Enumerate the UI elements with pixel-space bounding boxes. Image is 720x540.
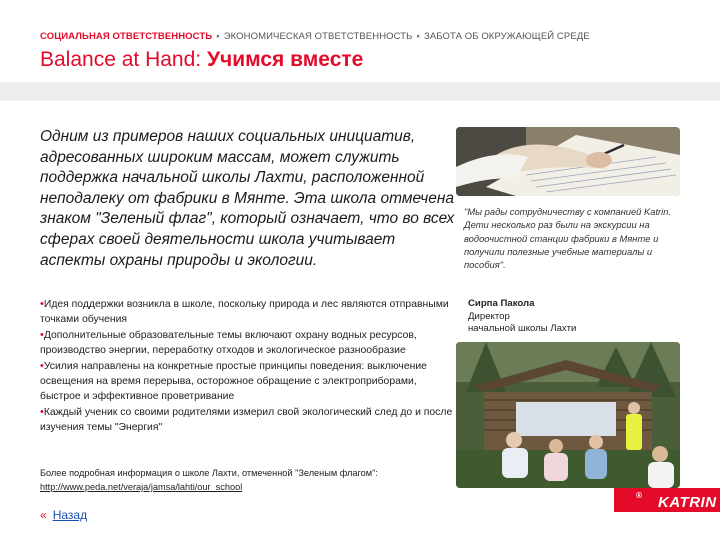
- more-info: [40, 466, 460, 494]
- nav-economic-responsibility[interactable]: ЭКОНОМИЧЕСКАЯ ОТВЕТСТВЕННОСТЬ: [223, 31, 413, 42]
- bullet-item: [40, 359, 460, 405]
- back-arrow-icon: «: [40, 508, 47, 522]
- bullet-item: [40, 405, 460, 436]
- top-navigation: [40, 31, 590, 42]
- writing-photo-image: [456, 127, 680, 196]
- bullet-marker: •: [40, 359, 44, 372]
- bullet-text: Каждый ученик со своими родителями измерил свой экологический след до и после изучения темы "Энергия": [40, 406, 453, 434]
- school-photo-image: [456, 342, 680, 488]
- bullet-marker: •: [40, 298, 44, 310]
- bullet-marker: •: [40, 328, 44, 341]
- back-button[interactable]: [40, 508, 87, 522]
- bullet-list: [40, 297, 460, 436]
- quote-text: "Мы рады сотрудничеству с компанией Katrin. Дети несколько раз были на экскурсии на водоочистной станции фабрики в Мянте и получили полезные учебные материалы и пособия".: [464, 206, 672, 271]
- nav-social-responsibility[interactable]: СОЦИАЛЬНАЯ ОТВЕТСТВЕННОСТЬ: [40, 31, 213, 42]
- bullet-marker: •: [40, 405, 44, 418]
- more-info-text: Более подробная информация о школе Лахти, отмеченной "Зеленым флагом":: [40, 468, 378, 478]
- nav-environment[interactable]: ЗАБОТА ОБ ОКРУЖАЮЩЕЙ СРЕДЕ: [424, 31, 590, 42]
- signature-role: Директор: [468, 310, 510, 322]
- page-title: [40, 48, 363, 72]
- bullet-item: [40, 297, 460, 328]
- signature: [468, 298, 668, 336]
- bullet-text: Идея поддержки возникла в школе, поскольку природа и лес являются отправными точками обучения: [40, 299, 449, 326]
- bullet-text: Дополнительные образовательные темы включают охрану водных ресурсов, производство энергии, переработку отходов и экологическое разнообразие: [40, 329, 417, 357]
- bullet-item: [40, 328, 460, 359]
- nav-separator: ▪: [216, 31, 220, 42]
- title-main: Учимся вместе: [206, 48, 364, 71]
- nav-separator: ▪: [416, 31, 420, 42]
- school-photo: [456, 342, 680, 488]
- logo-text: KATRIN ®: [636, 491, 717, 511]
- title-band: [0, 82, 720, 101]
- school-link[interactable]: http://www.peda.net/veraja/jamsa/lahti/our_school: [40, 482, 243, 492]
- writing-photo: [456, 127, 680, 196]
- katrin-logo: [614, 488, 720, 512]
- intro-text: Одним из примеров наших социальных инициатив, адресованных широким массам, может служить поддержка начальной школы Лахти, расположенной неподалеку от фабрики в Мянте. Эта школа отмечена знаком "Зеленый флаг", который означает, что во всех сферах своей деятельности школа учитывает аспекты охраны природы и экологии.: [40, 128, 455, 269]
- signature-name: Сирпа Пакола: [468, 298, 535, 309]
- bullet-text: Усилия направлены на конкретные простые принципы поведения: выключение освещения на время перерыва, осторожное обращение с электроприборами, быстрое и эффективное проветривание: [40, 360, 427, 403]
- title-prefix: Balance at Hand:: [40, 48, 202, 71]
- signature-school: начальной школы Лахти: [468, 323, 577, 335]
- back-label: Назад: [52, 508, 88, 522]
